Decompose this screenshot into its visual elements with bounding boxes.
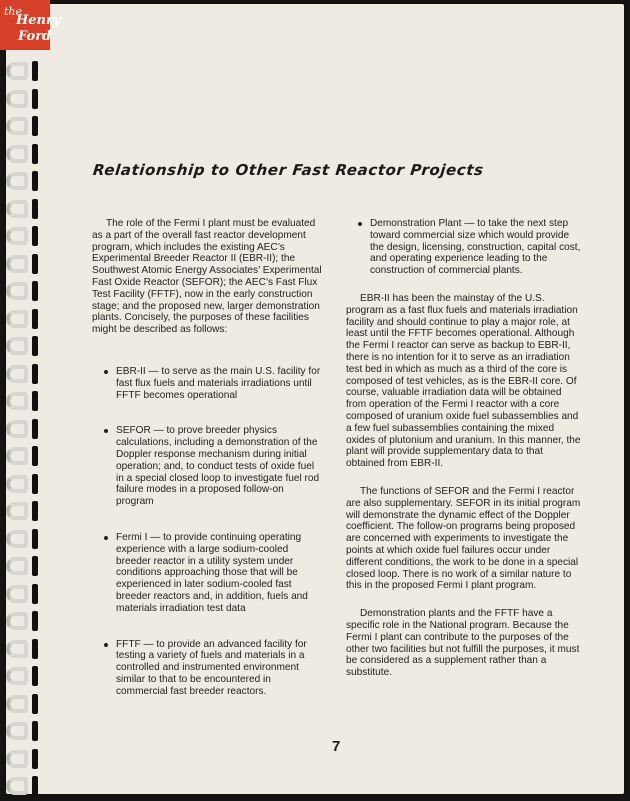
- binding-loop: [6, 722, 28, 740]
- henry-ford-logo: [0, 0, 61, 50]
- bullet-dot-icon: [104, 643, 108, 647]
- logo-line-1: the: [4, 5, 23, 18]
- binding-loop: [6, 695, 28, 713]
- binding-hole: [32, 171, 38, 191]
- binding-hole: [32, 529, 38, 549]
- binding-loop: [6, 227, 28, 245]
- binding-hole: [32, 446, 38, 466]
- binding-hole: [32, 199, 38, 219]
- binding-ring: [2, 84, 40, 114]
- binding-ring: [2, 524, 40, 554]
- binding-hole: [32, 611, 38, 631]
- bullet-text: EBR-II — to serve as the main U.S. facility for fast flux fuels and materials irradiations until FFTF becomes operational: [116, 365, 321, 401]
- binding-loop: [6, 62, 28, 80]
- binding-hole: [32, 61, 38, 81]
- binding-hole: [32, 391, 38, 411]
- binding-loop: [6, 117, 28, 135]
- binding-ring: [2, 661, 40, 691]
- binding-loop: [6, 392, 28, 410]
- binding-ring: [2, 441, 40, 471]
- section-title: Relationship to Other Fast Reactor Projects: [92, 161, 485, 179]
- binding-ring: [2, 744, 40, 774]
- binding-hole: [32, 364, 38, 384]
- logo-line-3: Ford: [18, 29, 52, 44]
- binding-hole: [32, 226, 38, 246]
- bullet-text: Demonstration Plant — to take the next step toward commercial size which would provide the design, licensing, construction, capital cost, and operating experience leading to the construction of commercial plants.: [370, 218, 581, 277]
- binding-ring: [2, 606, 40, 636]
- binding-hole: [32, 309, 38, 329]
- binding-ring: [2, 111, 40, 141]
- binding-ring: [2, 331, 40, 361]
- binding-loop: [6, 420, 28, 438]
- binding-hole: [32, 474, 38, 494]
- binding-loop: [6, 667, 28, 685]
- bullet-sefor: [92, 425, 324, 508]
- binding-ring: [2, 166, 40, 196]
- binding-loop: [6, 475, 28, 493]
- bullet-text: SEFOR — to prove breeder physics calculations, including a demonstration of the Doppler response mechanism during initial operation; and, to conduct tests of oxide fuel in a special closed loop to investigate fuel rod failure modes in a proposed follow-on program: [116, 425, 320, 508]
- binding-loop: [6, 310, 28, 328]
- binding-ring: [2, 139, 40, 169]
- binding-loop: [6, 282, 28, 300]
- binding-hole: [32, 336, 38, 356]
- binding-loop: [6, 530, 28, 548]
- binding-hole: [32, 666, 38, 686]
- paragraph-ebr2: EBR-II has been the mainstay of the U.S. program as a fast flux fuels and materials irradiation facility and should continue to play a major role, at least until the FFTF becomes operational. Although the Fermi I reactor can serve as backup to EBR-II, there is no intention for it to serve as an irradiation test bed in which as much as a third of the core is composed of test vehicles, as is the EBR-II core. Of course, valuable irradiation data will be obtained from operation of the Fermi I reactor with a core composed of uranium oxide fuel subassemblies and a few fuel subassemblies containing the mixed oxides of plutonium and uranium. In this manner, the plant will provide supplementary data to that obtained from EBR-II.: [346, 292, 581, 470]
- binding-ring: [2, 469, 40, 499]
- binding-ring: [2, 689, 40, 719]
- bullet-text: FFTF — to provide an advanced facility for testing a variety of fuels and materials in a controlled and instrumented environment similar to that to be encountered in commercial fast breeder reactors.: [116, 638, 307, 697]
- binding-ring: [2, 304, 40, 334]
- binding-ring: [2, 771, 40, 801]
- binding-hole: [32, 639, 38, 659]
- bullet-ebr2: [92, 366, 324, 401]
- binding-ring: [2, 359, 40, 389]
- binding-hole: [32, 144, 38, 164]
- binding-hole: [32, 776, 38, 796]
- binding-loop: [6, 777, 28, 795]
- binding-ring: [2, 386, 40, 416]
- left-column: [92, 218, 324, 698]
- binding-hole: [32, 89, 38, 109]
- paragraph-sefor: The functions of SEFOR and the Fermi I reactor are also supplementary. SEFOR in its initial program will demonstrate the dynamic effect of the Doppler coefficient. The follow-on programs being proposed are concerned with experiments to investigate the points at which oxide fuel failures occur under different conditions, the work to be done in a special closed loop. There is no work of a similar nature to this in the proposed Fermi I plant program.: [346, 485, 581, 592]
- bullet-dot-icon: [104, 536, 108, 540]
- binding-ring: [2, 551, 40, 581]
- binding-ring: [2, 414, 40, 444]
- intro-paragraph: The role of the Fermi I plant must be evaluated as a part of the overall fast reactor development program, which includes the existing AEC’s Experimental Breeder Reactor II (EBR-II); the Southwest Atomic Energy Associates’ Experimental Fast Oxide Reactor (SEFOR); the AEC’s Fast Flux Test Facility (FFTF), now in the early construction stage; and the proposed new, larger demonstration plants. Concisely, the purposes of these facilities might be described as follows:: [92, 218, 322, 336]
- binding-loop: [6, 502, 28, 520]
- binding-hole: [32, 749, 38, 769]
- binding-loop: [6, 585, 28, 603]
- binding-hole: [32, 116, 38, 136]
- binding-hole: [32, 254, 38, 274]
- binding-loop: [6, 365, 28, 383]
- binding-ring: [2, 221, 40, 251]
- binding-loop: [6, 557, 28, 575]
- right-column: [346, 218, 584, 679]
- binding-ring: [2, 634, 40, 664]
- bullet-dot-icon: [104, 370, 108, 374]
- binding-loop: [6, 640, 28, 658]
- binding-loop: [6, 750, 28, 768]
- bullet-text: Fermi I — to provide continuing operating experience with a large sodium-cooled breeder reactor in a utility system under conditions approaching those that will be experienced in later sodium-cooled fast breeder reactors and, in addition, fuels and materials irradiation test data: [116, 531, 308, 614]
- binding-hole: [32, 721, 38, 741]
- binding-hole: [32, 556, 38, 576]
- binding-ring: [2, 249, 40, 279]
- binding-loop: [6, 145, 28, 163]
- binding-hole: [32, 419, 38, 439]
- binding-ring: [2, 579, 40, 609]
- binding-loop: [6, 200, 28, 218]
- binding-loop: [6, 337, 28, 355]
- binding-loop: [6, 172, 28, 190]
- binding-ring: [2, 276, 40, 306]
- bullet-fermi: [92, 532, 324, 615]
- bullet-fftf: [92, 639, 324, 698]
- binding-hole: [32, 501, 38, 521]
- bullet-dot-icon: [358, 222, 362, 226]
- logo-line-2: Henry: [16, 13, 61, 28]
- bullet-demonstration-plant: [346, 218, 584, 277]
- spiral-binding: [0, 0, 44, 800]
- binding-ring: [2, 716, 40, 746]
- page-number: 7: [332, 738, 341, 755]
- binding-loop: [6, 612, 28, 630]
- bullet-dot-icon: [104, 429, 108, 433]
- binding-loop: [6, 447, 28, 465]
- binding-loop: [6, 90, 28, 108]
- binding-ring: [2, 194, 40, 224]
- binding-hole: [32, 584, 38, 604]
- binding-loop: [6, 255, 28, 273]
- binding-hole: [32, 694, 38, 714]
- binding-ring: [2, 56, 40, 86]
- binding-ring: [2, 496, 40, 526]
- paragraph-demonstration: Demonstration plants and the FFTF have a specific role in the National program. Because the Fermi I plant can contribute to the purposes of the other two facilities but not fulfill the purposes, it must be considered as a supplement rather than a substitute.: [346, 608, 580, 679]
- binding-hole: [32, 281, 38, 301]
